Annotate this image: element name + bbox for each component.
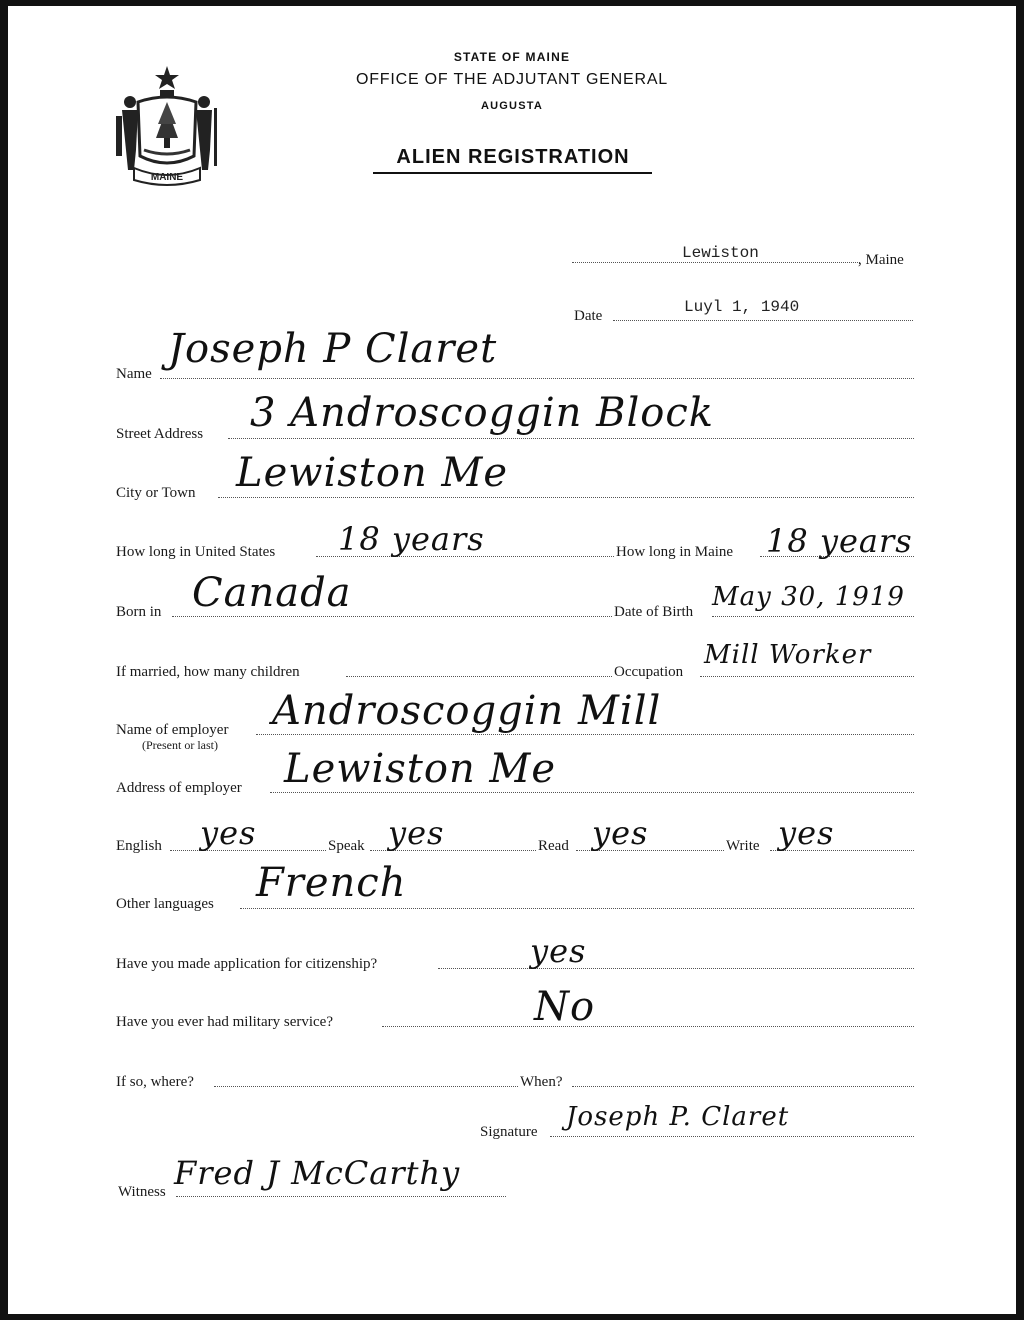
employer-address-value: Lewiston Me [284,746,557,792]
name-label: Name [116,366,152,382]
date-line [613,320,913,321]
children-label: If married, how many children [116,664,300,680]
how-long-us-label: How long in United States [116,544,276,560]
born-in-label: Born in [116,604,162,620]
date-of-birth-label: Date of Birth [614,604,694,620]
date-of-birth-line [712,616,914,617]
date-value: Luyl 1, 1940 [684,298,800,316]
signature-label: Signature [480,1124,538,1140]
scan-border-top [0,0,1024,6]
witness-label: Witness [118,1184,166,1200]
born-in-line [172,616,612,617]
where-line [214,1086,518,1087]
title-underline [373,172,652,174]
scan-border-bottom [0,1314,1024,1320]
when-label: When? [520,1074,563,1090]
occupation-value: Mill Worker [704,640,872,670]
city-town-value: Lewiston Me [236,450,509,496]
street-address-line [228,438,914,439]
employer-address-label: Address of employer [116,780,242,796]
english-value: yes [200,814,257,852]
english-label: English [116,838,162,854]
how-long-maine-label: How long in Maine [616,544,734,560]
street-address-label: Street Address [116,426,204,442]
speak-label: Speak [328,838,365,854]
name-value: Joseph P Claret [168,326,498,372]
date-of-birth-value: May 30, 1919 [712,582,905,612]
street-address-value: 3 Androscoggin Block [250,390,715,436]
write-value: yes [778,814,835,852]
how-long-maine-value: 18 years [766,522,913,560]
scan-border-left [0,0,8,1320]
place-value: Lewiston [682,244,759,262]
place-line [572,262,860,263]
signature-value: Joseph P. Claret [566,1102,790,1132]
employer-sublabel: (Present or last) [142,738,218,752]
date-label: Date [574,308,603,324]
born-in-value: Canada [192,570,352,616]
occupation-line [700,676,914,677]
occupation-label: Occupation [614,664,684,680]
other-languages-value: French [256,860,407,906]
other-languages-line [240,908,914,909]
form-title: ALIEN REGISTRATION [396,146,630,168]
read-label: Read [538,838,569,854]
name-line [160,378,914,379]
state-seal-icon [108,58,226,188]
other-languages-label: Other languages [116,896,214,912]
witness-value: Fred J McCarthy [174,1154,461,1192]
write-label: Write [726,838,760,854]
employer-label: Name of employer [116,722,229,738]
header-office: OFFICE OF THE ADJUTANT GENERAL [355,71,669,88]
employer-value: Androscoggin Mill [272,688,662,734]
how-long-us-value: 18 years [338,520,485,558]
place-suffix: , Maine [858,252,904,268]
employer-address-line [270,792,914,793]
employer-line [256,734,914,735]
speak-value: yes [388,814,445,852]
military-label: Have you ever had military service? [116,1014,333,1030]
when-line [572,1086,914,1087]
read-value: yes [592,814,649,852]
header-state: STATE OF MAINE [453,50,571,64]
svg-text:MAINE: MAINE [150,172,184,183]
scan-border-right [1016,0,1024,1320]
military-value: No [534,984,596,1030]
city-town-label: City or Town [116,485,196,501]
citizenship-line [438,968,914,969]
signature-line [550,1136,914,1137]
witness-line [176,1196,506,1197]
city-town-line [218,497,914,498]
citizenship-label: Have you made application for citizenship? [116,956,378,972]
header-city: AUGUSTA [481,100,543,112]
where-label: If so, where? [116,1074,194,1090]
children-line [346,676,612,677]
military-line [382,1026,914,1027]
citizenship-value: yes [530,932,587,970]
